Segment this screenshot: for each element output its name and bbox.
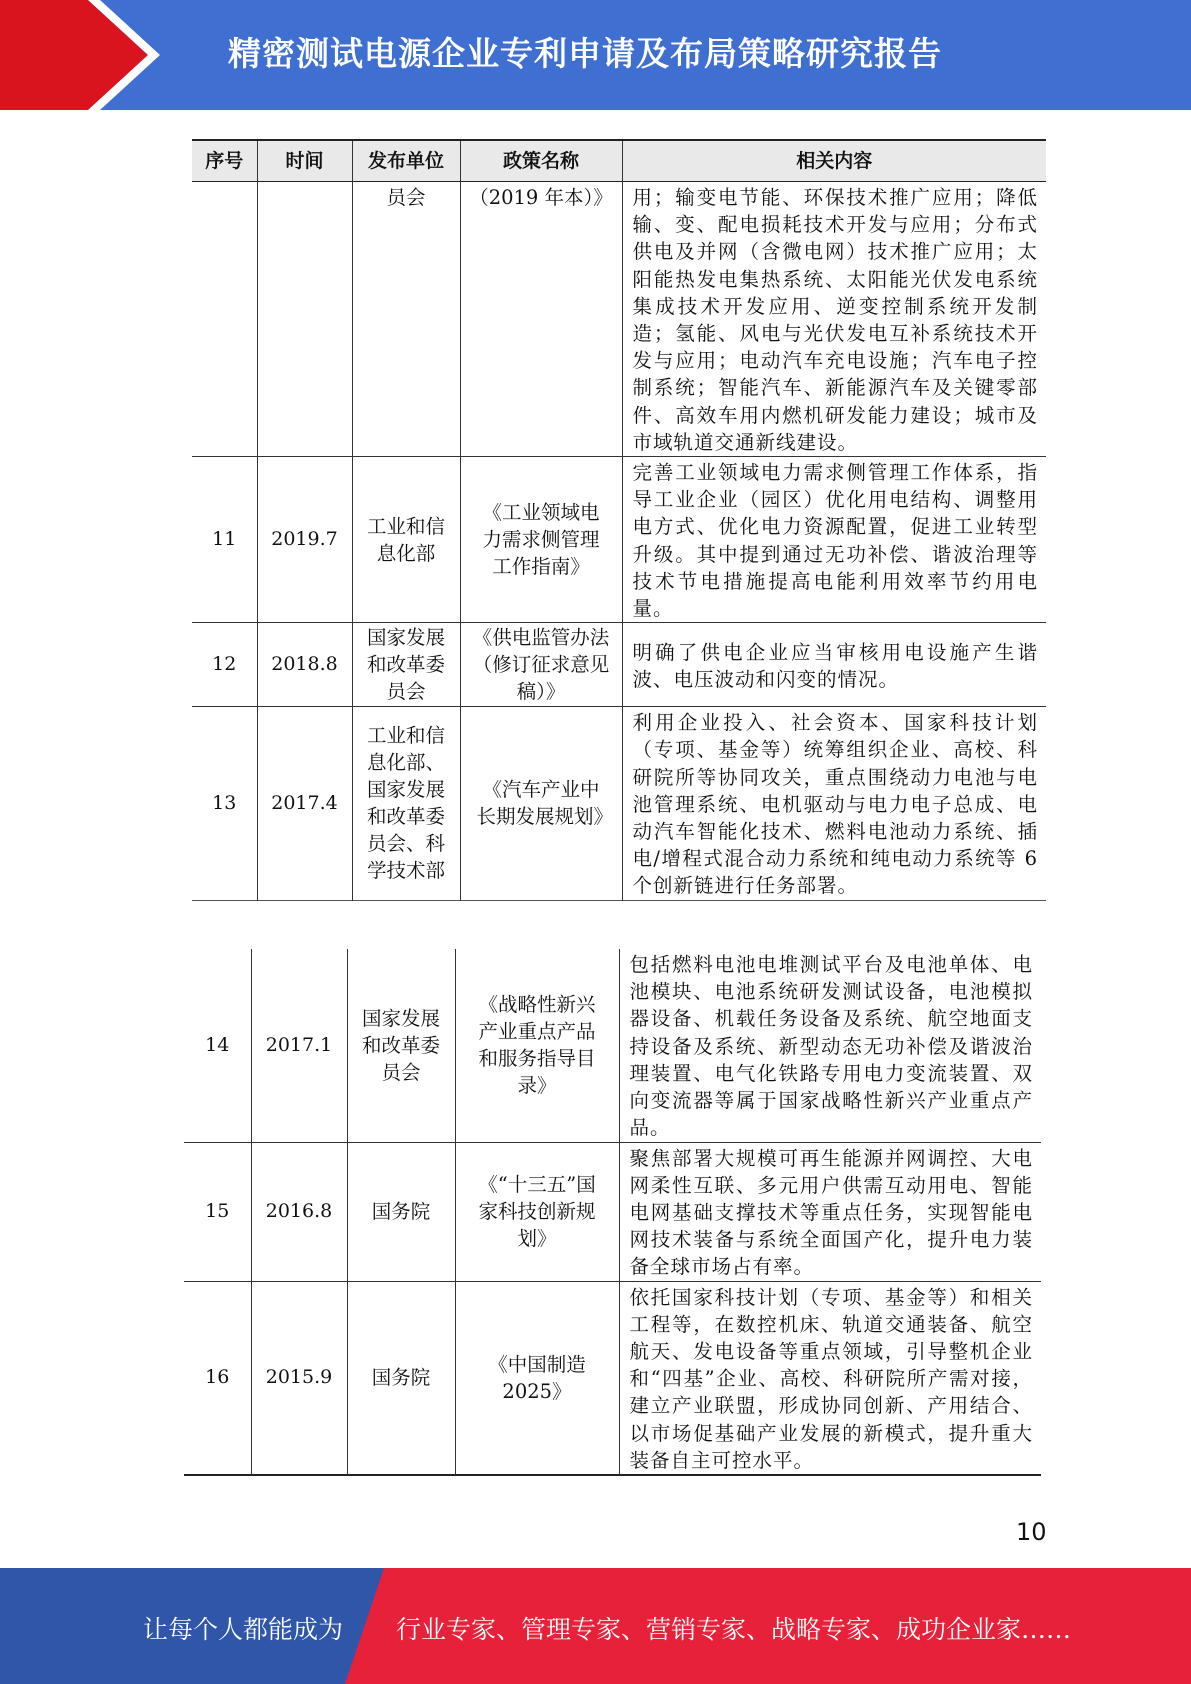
table-row xyxy=(192,182,1046,457)
page-number: 10 xyxy=(1016,1518,1047,1546)
footer-slogan-left: 让每个人都能成为 xyxy=(143,1615,344,1644)
row-issuer: 国家发展和改革委员会 xyxy=(352,623,460,707)
report-title: 精密测试电源企业专利申请及布局策略研究报告 xyxy=(228,34,942,73)
header-content: 相关内容 xyxy=(622,140,1046,182)
row-content: 利用企业投入、社会资本、国家科技计划（专项、基金等）统筹组织企业、高校、科研院所等协同攻关，重点围绕动力电池与电池管理系统、电机驱动与电力电子总成、电动汽车智能化技术、燃料电池动力系统、插电/增程式混合动力系统和纯电动力系统等 6 个创新链进行任务部署。 xyxy=(622,707,1046,900)
row-date: 2017.1 xyxy=(251,949,347,1142)
row-no: 14 xyxy=(184,949,251,1142)
row-no: 11 xyxy=(192,457,257,623)
row-date: 2017.4 xyxy=(257,707,352,900)
row-no xyxy=(192,182,257,457)
table-row xyxy=(192,623,1046,707)
row-date: 2015.9 xyxy=(251,1281,347,1475)
row-policy: （2019 年本）》 xyxy=(460,182,622,457)
row-date: 2016.8 xyxy=(251,1142,347,1281)
row-issuer: 员会 xyxy=(352,182,460,457)
row-policy: 《战略性新兴产业重点产品和服务指导目录》 xyxy=(455,949,619,1142)
row-no: 16 xyxy=(184,1281,251,1475)
row-issuer: 国务院 xyxy=(347,1142,455,1281)
row-content: 依托国家科技计划（专项、基金等）和相关工程等，在数控机床、轨道交通装备、航空航天、发电设备等重点领域，引导整机企业和“四基”企业、高校、科研院所产需对接，建立产业联盟，形成协同创新、产用结合、以市场促基础产业发展的新模式，提升重大装备自主可控水平。 xyxy=(619,1281,1041,1475)
row-content: 明确了供电企业应当审核用电设施产生谐波、电压波动和闪变的情况。 xyxy=(622,623,1046,707)
table-row xyxy=(192,457,1046,623)
footer-slogan-right: 行业专家、管理专家、营销专家、战略专家、成功企业家…… xyxy=(396,1615,1072,1644)
table-header-row xyxy=(192,140,1046,182)
row-content: 完善工业领域电力需求侧管理工作体系，指导工业企业（园区）优化用电结构、调整用电方式、优化电力资源配置，促进工业转型升级。其中提到通过无功补偿、谐波治理等技术节电措施提高电能利用效率节约用电量。 xyxy=(622,457,1046,623)
row-issuer: 工业和信息化部、国家发展和改革委员会、科学技术部 xyxy=(352,707,460,900)
row-date: 2019.7 xyxy=(257,457,352,623)
row-policy: 《“十三五”国家科技创新规划》 xyxy=(455,1142,619,1281)
row-policy: 《供电监管办法（修订征求意见稿）》 xyxy=(460,623,622,707)
footer-banner xyxy=(0,1568,1191,1684)
row-content: 包括燃料电池电堆测试平台及电池单体、电池模块、电池系统研发测试设备，电池模拟器设备、机载任务设备及系统、航空地面支持设备及系统、新型动态无功补偿及谐波治理装置、电气化铁路专用电力变流装置、双向变流器等属于国家战略性新兴产业重点产品。 xyxy=(619,949,1041,1142)
header-issuer: 发布单位 xyxy=(352,140,460,182)
header-policy: 政策名称 xyxy=(460,140,622,182)
row-issuer: 工业和信息化部 xyxy=(352,457,460,623)
table-row xyxy=(184,1281,1041,1475)
row-issuer: 国务院 xyxy=(347,1281,455,1475)
row-issuer: 国家发展和改革委员会 xyxy=(347,949,455,1142)
table-row xyxy=(184,1142,1041,1281)
row-content: 用；输变电节能、环保技术推广应用；降低输、变、配电损耗技术开发与应用；分布式供电及并网（含微电网）技术推广应用；太阳能热发电集热系统、太阳能光伏发电系统集成技术开发应用、逆变控制系统开发制造；氢能、风电与光伏发电互补系统技术开发与应用；电动汽车充电设施；汽车电子控制系统；智能汽车、新能源汽车及关键零部件、高效车用内燃机研发能力建设；城市及市域轨道交通新线建设。 xyxy=(622,182,1046,457)
header-date: 时间 xyxy=(257,140,352,182)
row-no: 12 xyxy=(192,623,257,707)
header-no: 序号 xyxy=(192,140,257,182)
row-policy: 《工业领域电力需求侧管理工作指南》 xyxy=(460,457,622,623)
row-date xyxy=(257,182,352,457)
row-no: 13 xyxy=(192,707,257,900)
table-row xyxy=(184,949,1041,1142)
row-policy: 《中国制造 2025》 xyxy=(455,1281,619,1475)
table-row xyxy=(192,707,1046,900)
policy-table-part1 xyxy=(192,139,1046,901)
row-date: 2018.8 xyxy=(257,623,352,707)
row-content: 聚焦部署大规模可再生能源并网调控、大电网柔性互联、多元用户供需互动用电、智能电网基础支撑技术等重点任务，实现智能电网技术装备与系统全面国产化，提升电力装备全球市场占有率。 xyxy=(619,1142,1041,1281)
row-policy: 《汽车产业中长期发展规划》 xyxy=(460,707,622,900)
policy-table-part2 xyxy=(184,949,1041,1476)
header-banner xyxy=(0,0,1191,110)
row-no: 15 xyxy=(184,1142,251,1281)
